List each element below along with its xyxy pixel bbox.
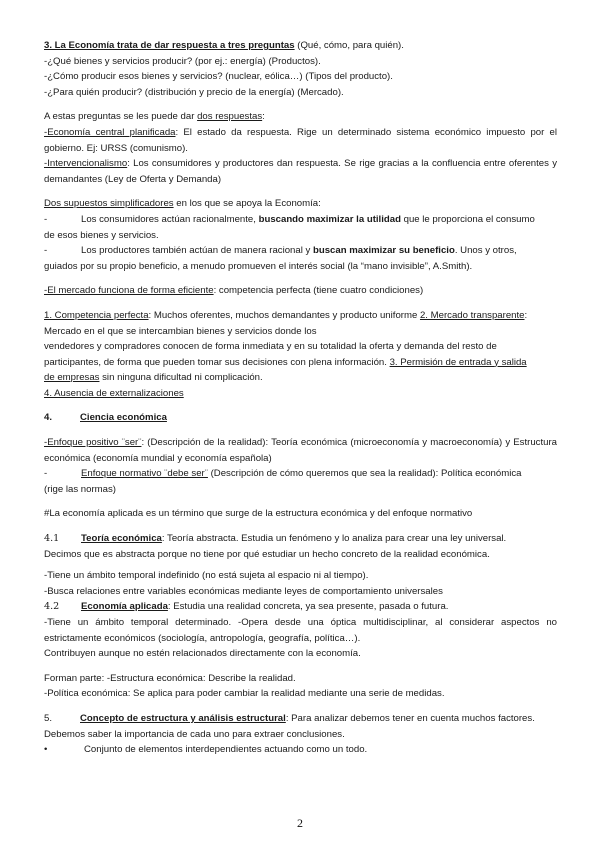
page-number: 2 [297, 816, 303, 830]
transparent-market-line-2: vendedores y compradores conocen de forma inmediata y en su totalidad la oferta y demanda del resto de [44, 341, 497, 353]
document-page [44, 38, 557, 758]
subsection-4-2-note: Contribuyen aunque no estén relacionados directamente con la economía. [44, 648, 361, 660]
structure-bullet: • Conjunto de elementos interdependientes actuando como un todo. [44, 742, 557, 758]
central-planned-economy: -Economía central planificada: El estado da respuesta. Rige un determinado sistema económico impuesto por el gobierno. Ej: URSS (comunismo). [44, 126, 558, 154]
forms-part-1: Forman parte: -Estructura económica: Describe la realidad. [44, 672, 296, 684]
answers-intro: A estas preguntas se les puede dar dos respuestas: [44, 111, 265, 123]
section-4-heading: 4. Ciencia económica [44, 412, 167, 424]
assumption-producers-cont: guiados por su propio beneficio, a menudo promueven el interés social (la “mano invisible”, A.Smith). [44, 260, 473, 272]
normative-approach: - Enfoque normativo ¨debe ser¨ (Descripción de cómo queremos que sea la realidad): Política económica [44, 468, 522, 480]
applied-economics-note: #La economía aplicada es un término que surge de la estructura económica y del enfoque normativo [44, 508, 473, 520]
assumption-producers: - Los productores también actúan de manera racional y buscan maximizar su beneficio. Unos y otros, [44, 245, 517, 257]
question-for-whom: -¿Para quién producir? (distribución y precio de la energía) (Mercado). [44, 86, 344, 98]
subsection-4-1: 4.1 Teoría económica: Teoría abstracta. Estudia un fenómeno y lo analiza para crear una ley universal. [44, 533, 507, 545]
assumption-consumers-cont: de esos bienes y servicios. [44, 229, 159, 241]
subsection-4-1-cont: Decimos que es abstracta porque no tiene por qué estudiar un hecho concreto de la realidad económica. [44, 548, 490, 560]
theory-trait-1: -Tiene un ámbito temporal indefinido (no está sujeta al espacio ni al tiempo). [44, 570, 369, 582]
condition-3: participantes, de forma que pueden tomar sus decisiones con plena información. 3. Permisión de entrada y salida [44, 356, 527, 368]
efficient-market-heading: -El mercado funciona de forma eficiente: competencia perfecta (tiene cuatro condiciones) [44, 285, 424, 297]
section-5-cont: Debemos saber la importancia de cada uno para extraer conclusiones. [44, 728, 345, 740]
section-5-heading: 5. Concepto de estructura y análisis estructural: Para analizar debemos tener en cuenta muchos factores. [44, 712, 535, 724]
subsection-4-2-desc: -Tiene un ámbito temporal determinado. -Opera desde una óptica multidisciplinar, al considerar aspectos no estrictamente económicos (sociología, antropología, geografía, política…). [44, 617, 557, 644]
subsection-4-2: 4.2 Economía aplicada: Estudia una realidad concreta, ya sea presente, pasada o futura. [44, 601, 449, 613]
transparent-market-line-1: Mercado en el que se intercambian bienes y servicios donde los [44, 325, 317, 337]
positive-approach: -Enfoque positivo ¨ser¨: (Descripción de la realidad): Teoría económica (microeconomía y macroeconomía) y Estructura económica (economía mundial y economía española) [44, 437, 557, 464]
condition-3-cont: de empresas sin ninguna dificultad ni complicación. [44, 372, 263, 384]
condition-1-2: 1. Competencia perfecta: Muchos oferentes, muchos demandantes y producto uniforme 2. Mercado transparente: [44, 309, 528, 321]
assumption-consumers: - Los consumidores actúan racionalmente, buscando maximizar la utilidad que le proporciona el consumo [44, 213, 535, 225]
question-what: -¿Qué bienes y servicios producir? (por ej.: energía) (Productos). [44, 55, 321, 67]
assumptions-heading: Dos supuestos simplificadores en los que se apoya la Economía: [44, 198, 321, 210]
theory-trait-2: -Busca relaciones entre variables económicas mediante leyes de comportamiento universales [44, 585, 443, 597]
interventionism: -Intervencionalismo: Los consumidores y productores dan respuesta. Se rige gracias a la confluencia entre oferentes y demandantes (Ley de Oferta y Demanda) [44, 158, 557, 185]
forms-part-2: -Política económica: Se aplica para poder cambiar la realidad mediante una serie de medidas. [44, 688, 445, 700]
section-3-heading: 3. La Economía trata de dar respuesta a tres preguntas (Qué, cómo, para quién). [44, 40, 404, 51]
question-how: -¿Cómo producir esos bienes y servicios? (nuclear, eólica…) (Tipos del producto). [44, 71, 393, 83]
bullet-icon: • [44, 744, 48, 756]
normative-approach-cont: (rige las normas) [44, 483, 116, 495]
condition-4: 4. Ausencia de externalizaciones [44, 387, 184, 399]
